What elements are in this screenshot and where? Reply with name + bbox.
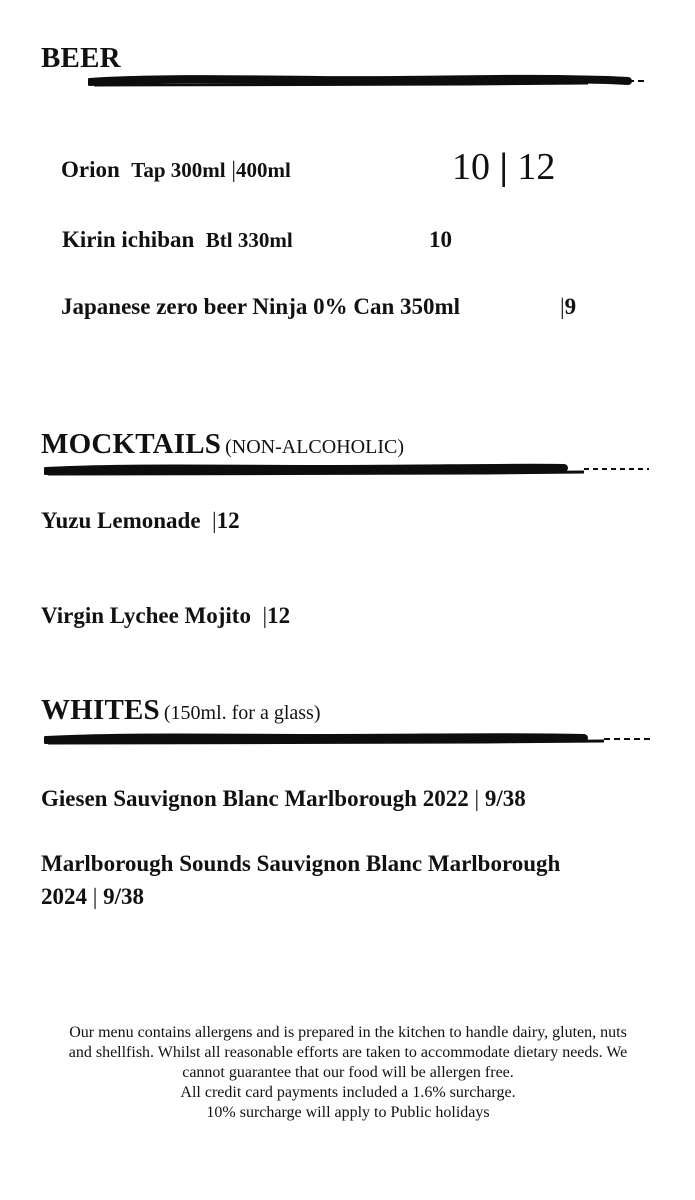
whites-heading	[41, 694, 321, 727]
item-price: 9/38	[484, 786, 526, 811]
beer-item-ninja-price	[560, 294, 576, 320]
mocktails-brush-divider	[44, 461, 654, 481]
allergen-footer	[30, 1023, 666, 1123]
separator: |	[231, 157, 236, 182]
price-separator: |	[499, 146, 508, 188]
item-name: Orion	[61, 157, 120, 182]
separator: |	[262, 603, 268, 628]
item-detail: Btl 330ml	[205, 228, 293, 252]
item-price: 9/38	[103, 884, 144, 909]
beer-section-title: BEER	[41, 42, 121, 74]
item-detail-2: 400ml	[235, 158, 291, 182]
mocktail-item-yuzu	[41, 508, 240, 534]
white-item-marlborough-sounds-line1: Marlborough Sounds Sauvignon Blanc Marlborough	[41, 851, 561, 876]
footer-line: Our menu contains allergens and is prepared in the kitchen to handle dairy, gluten, nuts	[69, 1024, 627, 1041]
item-price: 9	[564, 294, 577, 319]
item-name: Giesen Sauvignon Blanc Marlborough 2022	[41, 786, 469, 811]
item-detail: Tap 300ml	[131, 158, 226, 182]
footer-line: cannot guarantee that our food will be allergen free.	[182, 1064, 514, 1081]
mocktail-item-lychee	[41, 603, 290, 629]
white-item-marlborough-sounds-line2	[41, 884, 144, 910]
footer-line: and shellfish. Whilst all reasonable efforts are taken to accommodate dietary needs. We	[68, 1044, 628, 1061]
beer-item-ninja: Japanese zero beer Ninja 0% Can 350ml	[61, 294, 461, 319]
beer-item-orion-price	[452, 145, 555, 189]
price-large: 12	[517, 146, 556, 188]
item-name-year: 2024	[41, 884, 87, 909]
separator: |	[92, 884, 98, 909]
whites-section-title: WHITES	[41, 694, 160, 726]
footer-line: 10% surcharge will apply to Public holidays	[206, 1104, 490, 1121]
mocktails-note: (NON-ALCOHOLIC)	[225, 436, 404, 458]
item-name: Yuzu Lemonade	[41, 508, 201, 533]
item-name: Virgin Lychee Mojito	[41, 603, 251, 628]
mocktails-heading	[41, 428, 404, 461]
beer-item-kirin-price: 10	[429, 227, 452, 252]
whites-brush-divider	[44, 730, 654, 750]
separator: |	[212, 508, 217, 533]
beer-item-orion	[61, 157, 291, 183]
mocktails-section-title: MOCKTAILS	[41, 428, 222, 460]
white-item-giesen	[41, 786, 526, 812]
footer-line: All credit card payments included a 1.6% surcharge.	[180, 1084, 516, 1101]
separator: |	[560, 294, 565, 319]
separator: |	[474, 786, 480, 811]
item-price: 12	[267, 603, 291, 628]
whites-note: (150ml. for a glass)	[163, 702, 321, 724]
beer-brush-divider	[88, 72, 656, 92]
item-name: Kirin ichiban	[62, 227, 195, 252]
item-price: 12	[216, 508, 240, 533]
beer-item-kirin	[62, 227, 293, 253]
price-tap: 10	[452, 146, 490, 188]
